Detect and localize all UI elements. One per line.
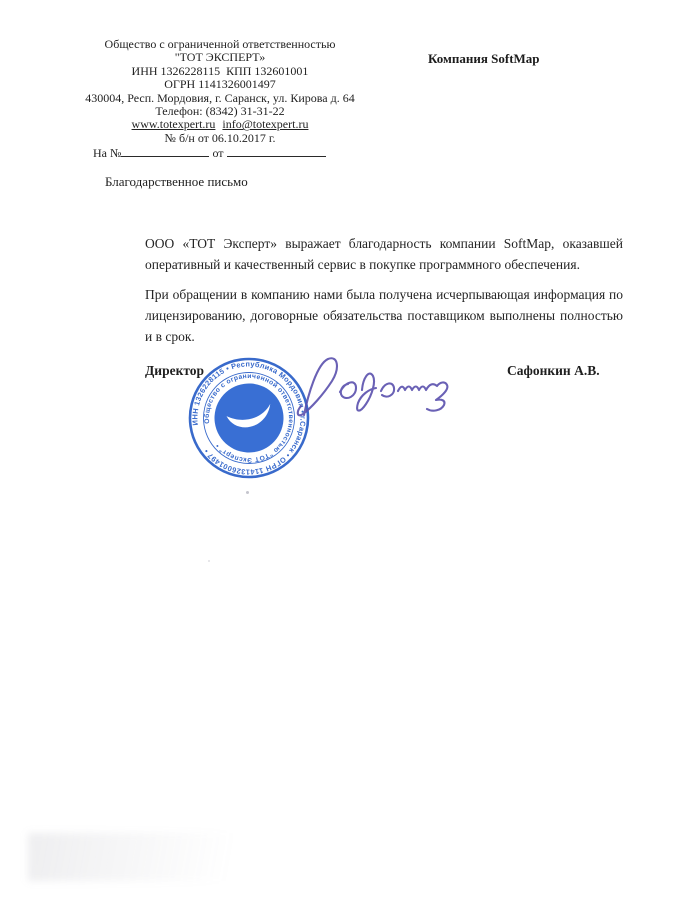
signature-stroke-f	[357, 374, 376, 411]
website-link: www.totexpert.ru	[131, 117, 216, 132]
stamp-inner-ring-text: Общество с ограниченной ответственностью "ТОТ Эксперт" •	[203, 372, 295, 464]
email-link: info@totexpert.ru	[222, 117, 309, 132]
ref-number-blank	[121, 146, 209, 157]
signature-stroke-loop	[298, 358, 337, 415]
ref-label: На №	[93, 146, 122, 161]
recipient: Компания SoftMap	[428, 51, 540, 66]
phone-line: Телефон: (8342) 31-31-22	[155, 104, 285, 119]
letterhead	[53, 38, 387, 161]
signer-name: Сафонкин А.В.	[507, 363, 600, 378]
signature-ink	[292, 351, 454, 423]
inn-kpp-line: ИНН 1326228115 КПП 132601001	[131, 63, 309, 78]
scan-speck	[246, 491, 249, 494]
contacts-line	[53, 118, 387, 131]
scan-shadow-artifact	[28, 833, 298, 881]
body-paragraph-1: ООО «ТОТ Эксперт» выражает благодарность компании SoftMap, оказавшей оперативный и качественный сервис в покупке программного обеспечения.	[145, 236, 623, 272]
stamp-outer-ring-text: ИНН 1326228115 • Республика Мордовия • г.Саранск • ОГРН 1141326001497 •	[190, 359, 308, 477]
ref-ot-label: от	[212, 146, 224, 161]
scan-speck	[208, 560, 210, 562]
outgoing-number-line: № б/н от 06.10.2017 г.	[164, 130, 276, 145]
body-paragraph-2: При обращении в компанию нами была получена исчерпывающая информация по лицензированию, договорные обязательства поставщиком выполнены полностью и в срок.	[145, 287, 623, 344]
org-name-line: "ТОТ ЭКСПЕРТ»	[174, 50, 266, 65]
signature-stroke-o	[381, 383, 394, 396]
org-type-line: Общество с ограниченной ответственностью	[104, 37, 336, 51]
signer-position: Директор	[145, 363, 205, 378]
address-line: 430004, Респ. Мордовия, г. Саранск, ул. Кирова д. 64	[85, 90, 355, 105]
ogrn-line: ОГРН 1141326001497	[164, 77, 276, 92]
subject-title: Благодарственное письмо	[105, 174, 248, 189]
ref-date-blank	[227, 146, 326, 157]
signature-stroke-tail	[398, 382, 447, 410]
signature-stroke-a	[340, 382, 356, 398]
reference-line	[53, 146, 387, 160]
